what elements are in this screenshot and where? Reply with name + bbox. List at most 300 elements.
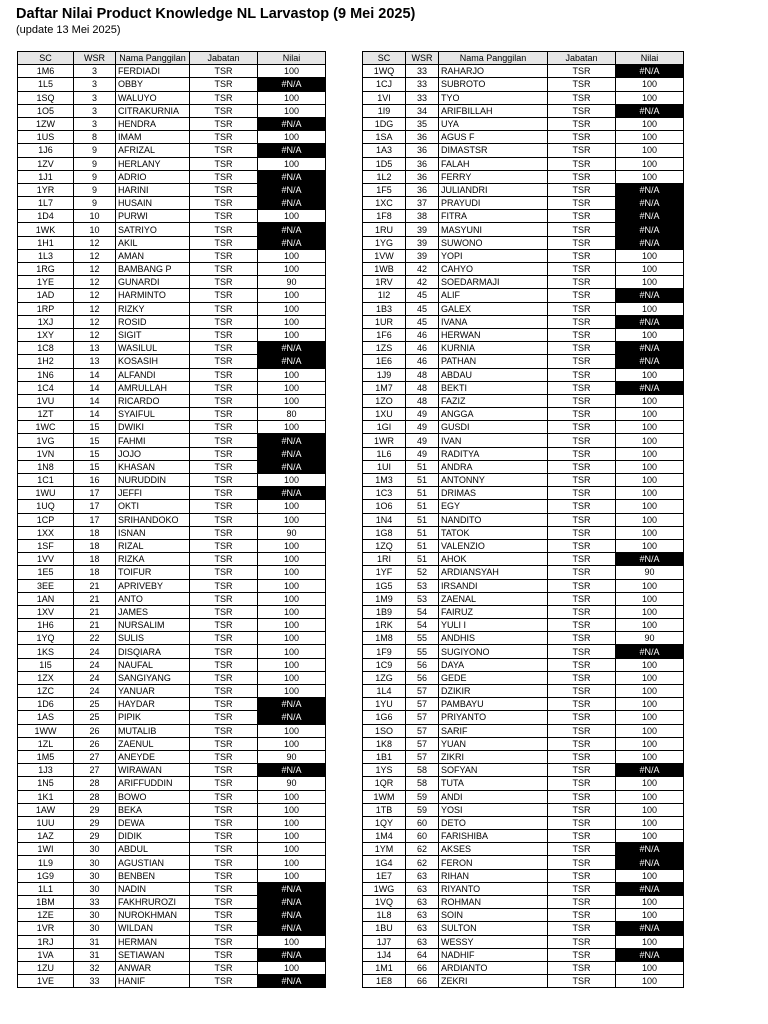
cell-jabatan: TSR: [548, 500, 616, 513]
cell-nilai: 100: [616, 816, 684, 829]
cell-sc: 1SA: [363, 131, 406, 144]
cell-jabatan: TSR: [548, 460, 616, 473]
cell-jabatan: TSR: [548, 711, 616, 724]
cell-sc: 1KS: [18, 645, 74, 658]
cell-nilai: 100: [258, 553, 326, 566]
cell-jabatan: TSR: [190, 434, 258, 447]
table-row: [18, 460, 326, 473]
table-header-row: [18, 52, 326, 65]
cell-sc: 1ZL: [18, 737, 74, 750]
cell-sc: 1UI: [363, 460, 406, 473]
cell-wsr: 51: [406, 553, 439, 566]
cell-nama: ROHMAN: [439, 896, 548, 909]
cell-nama: ANWAR: [116, 961, 190, 974]
cell-jabatan: TSR: [548, 698, 616, 711]
cell-nama: IMAM: [116, 131, 190, 144]
cell-nilai: #N/A: [258, 882, 326, 895]
cell-nama: SOIN: [439, 909, 548, 922]
cell-sc: 1L4: [363, 685, 406, 698]
cell-wsr: 54: [406, 619, 439, 632]
cell-nilai: 90: [258, 777, 326, 790]
cell-wsr: 9: [74, 170, 116, 183]
cell-wsr: 15: [74, 460, 116, 473]
cell-nama: WESSY: [439, 935, 548, 948]
cell-sc: 1L2: [363, 170, 406, 183]
cell-jabatan: TSR: [190, 289, 258, 302]
cell-nama: NADIN: [116, 882, 190, 895]
cell-nama: ALIF: [439, 289, 548, 302]
cell-sc: 1L7: [18, 197, 74, 210]
cell-nilai: 100: [258, 394, 326, 407]
cell-wsr: 59: [406, 790, 439, 803]
cell-sc: 1M1: [363, 961, 406, 974]
cell-nama: ANTO: [116, 592, 190, 605]
cell-nilai: 100: [616, 909, 684, 922]
cell-sc: 1RI: [363, 553, 406, 566]
cell-wsr: 46: [406, 355, 439, 368]
cell-jabatan: TSR: [548, 566, 616, 579]
cell-nama: HENDRA: [116, 117, 190, 130]
cell-jabatan: TSR: [548, 737, 616, 750]
table-row: [363, 869, 684, 882]
cell-sc: 1WB: [363, 263, 406, 276]
cell-sc: 1WC: [18, 421, 74, 434]
cell-wsr: 25: [74, 711, 116, 724]
table-row: [18, 685, 326, 698]
cell-wsr: 55: [406, 645, 439, 658]
cell-sc: 1WW: [18, 724, 74, 737]
cell-jabatan: TSR: [548, 592, 616, 605]
cell-nama: ANTONNY: [439, 474, 548, 487]
cell-sc: 1VI: [363, 91, 406, 104]
table-row: [363, 487, 684, 500]
cell-nama: FAIRUZ: [439, 605, 548, 618]
cell-wsr: 3: [74, 91, 116, 104]
cell-nilai: 100: [616, 685, 684, 698]
cell-wsr: 30: [74, 856, 116, 869]
cell-nilai: 100: [616, 539, 684, 552]
cell-sc: 1ZX: [18, 671, 74, 684]
table-row: [363, 777, 684, 790]
table-row: [18, 856, 326, 869]
cell-sc: 1K8: [363, 737, 406, 750]
cell-nama: SIGIT: [116, 328, 190, 341]
table-row: [363, 144, 684, 157]
table-row: [363, 698, 684, 711]
cell-sc: 1L5: [18, 78, 74, 91]
cell-nama: FITRA: [439, 210, 548, 223]
cell-sc: 1I2: [363, 289, 406, 302]
cell-sc: 1YM: [363, 843, 406, 856]
cell-nama: DISQIARA: [116, 645, 190, 658]
cell-wsr: 42: [406, 263, 439, 276]
col-header-nama: Nama Panggilan: [116, 52, 190, 65]
cell-nama: ZIKRI: [439, 750, 548, 763]
cell-wsr: 12: [74, 276, 116, 289]
cell-jabatan: TSR: [190, 592, 258, 605]
cell-sc: 1M7: [363, 381, 406, 394]
cell-nilai: 90: [616, 632, 684, 645]
cell-nilai: 100: [258, 856, 326, 869]
cell-nilai: 100: [258, 830, 326, 843]
cell-nama: BEKA: [116, 803, 190, 816]
cell-jabatan: TSR: [548, 724, 616, 737]
cell-sc: 1N4: [363, 513, 406, 526]
cell-jabatan: TSR: [190, 223, 258, 236]
cell-wsr: 21: [74, 619, 116, 632]
cell-jabatan: TSR: [190, 764, 258, 777]
cell-nilai: 100: [258, 671, 326, 684]
cell-sc: 1C1: [18, 474, 74, 487]
cell-jabatan: TSR: [548, 210, 616, 223]
cell-jabatan: TSR: [190, 342, 258, 355]
cell-jabatan: TSR: [548, 645, 616, 658]
cell-jabatan: TSR: [190, 91, 258, 104]
cell-jabatan: TSR: [190, 724, 258, 737]
cell-jabatan: TSR: [548, 421, 616, 434]
cell-nama: ZEKRI: [439, 975, 548, 988]
cell-jabatan: TSR: [548, 513, 616, 526]
cell-jabatan: TSR: [190, 368, 258, 381]
table-row: [18, 948, 326, 961]
cell-wsr: 51: [406, 460, 439, 473]
cell-nama: ROSID: [116, 315, 190, 328]
cell-sc: 1WQ: [363, 65, 406, 78]
cell-jabatan: TSR: [548, 170, 616, 183]
cell-wsr: 58: [406, 777, 439, 790]
cell-wsr: 17: [74, 513, 116, 526]
cell-wsr: 63: [406, 922, 439, 935]
cell-sc: 1ZQ: [363, 539, 406, 552]
table-row: [18, 183, 326, 196]
col-header-nilai: Nilai: [616, 52, 684, 65]
cell-nilai: 90: [258, 276, 326, 289]
cell-nilai: 100: [616, 78, 684, 91]
cell-sc: 1DG: [363, 117, 406, 130]
cell-jabatan: TSR: [548, 197, 616, 210]
cell-nilai: #N/A: [258, 975, 326, 988]
cell-nama: KHASAN: [116, 460, 190, 473]
table-row: [363, 434, 684, 447]
cell-sc: 1L1: [18, 882, 74, 895]
cell-nama: WILDAN: [116, 922, 190, 935]
cell-jabatan: TSR: [190, 78, 258, 91]
cell-sc: 1F5: [363, 183, 406, 196]
cell-jabatan: TSR: [548, 144, 616, 157]
cell-nama: PAMBAYU: [439, 698, 548, 711]
cell-nama: RIZKY: [116, 302, 190, 315]
cell-jabatan: TSR: [190, 658, 258, 671]
cell-jabatan: TSR: [548, 685, 616, 698]
cell-wsr: 14: [74, 394, 116, 407]
cell-wsr: 36: [406, 183, 439, 196]
cell-wsr: 63: [406, 869, 439, 882]
cell-sc: 1VN: [18, 447, 74, 460]
cell-sc: 1C8: [18, 342, 74, 355]
cell-nilai: 100: [616, 408, 684, 421]
cell-jabatan: TSR: [548, 381, 616, 394]
cell-nilai: #N/A: [616, 645, 684, 658]
cell-jabatan: TSR: [190, 513, 258, 526]
cell-nama: DZIKIR: [439, 685, 548, 698]
cell-wsr: 51: [406, 487, 439, 500]
table-row: [18, 790, 326, 803]
cell-wsr: 57: [406, 737, 439, 750]
cell-nilai: 100: [616, 671, 684, 684]
cell-nama: HUSAIN: [116, 197, 190, 210]
cell-wsr: 51: [406, 513, 439, 526]
cell-nama: CITRAKURNIA: [116, 104, 190, 117]
table-row: [18, 117, 326, 130]
cell-nilai: 100: [258, 474, 326, 487]
table-row: [18, 909, 326, 922]
cell-sc: 1TB: [363, 803, 406, 816]
cell-nama: RIZAL: [116, 539, 190, 552]
cell-nama: SRIHANDOKO: [116, 513, 190, 526]
cell-nama: WASILUL: [116, 342, 190, 355]
table-row: [18, 381, 326, 394]
cell-sc: 1SQ: [18, 91, 74, 104]
cell-jabatan: TSR: [190, 750, 258, 763]
cell-jabatan: TSR: [548, 276, 616, 289]
table-row: [18, 408, 326, 421]
cell-nilai: 90: [616, 566, 684, 579]
cell-jabatan: TSR: [548, 328, 616, 341]
table-row: [363, 948, 684, 961]
cell-nilai: 90: [258, 526, 326, 539]
cell-nilai: #N/A: [258, 342, 326, 355]
cell-sc: 1RP: [18, 302, 74, 315]
cell-wsr: 17: [74, 487, 116, 500]
table-row: [363, 421, 684, 434]
cell-jabatan: TSR: [548, 91, 616, 104]
cell-wsr: 57: [406, 724, 439, 737]
cell-nama: IRSANDI: [439, 579, 548, 592]
cell-wsr: 54: [406, 605, 439, 618]
cell-nama: BENBEN: [116, 869, 190, 882]
table-row: [363, 882, 684, 895]
cell-nilai: 100: [258, 315, 326, 328]
cell-nama: WALUYO: [116, 91, 190, 104]
cell-jabatan: TSR: [548, 131, 616, 144]
cell-nama: MASYUNI: [439, 223, 548, 236]
cell-nilai: 100: [616, 830, 684, 843]
cell-jabatan: TSR: [548, 790, 616, 803]
table-row: [363, 65, 684, 78]
cell-nama: FERDIADI: [116, 65, 190, 78]
cell-sc: 1RK: [363, 619, 406, 632]
table-row: [363, 922, 684, 935]
cell-sc: 1XX: [18, 526, 74, 539]
cell-wsr: 21: [74, 605, 116, 618]
table-row: [363, 104, 684, 117]
cell-nilai: 100: [258, 421, 326, 434]
cell-nilai: 100: [616, 526, 684, 539]
cell-jabatan: TSR: [548, 816, 616, 829]
cell-wsr: 62: [406, 856, 439, 869]
cell-nilai: 100: [616, 474, 684, 487]
table-row: [18, 896, 326, 909]
cell-jabatan: TSR: [548, 434, 616, 447]
cell-nilai: #N/A: [616, 197, 684, 210]
cell-nilai: 100: [258, 579, 326, 592]
cell-nilai: 100: [258, 935, 326, 948]
table-row: [18, 263, 326, 276]
cell-wsr: 13: [74, 342, 116, 355]
cell-jabatan: TSR: [190, 922, 258, 935]
cell-jabatan: TSR: [190, 737, 258, 750]
table-row: [363, 210, 684, 223]
table-row: [18, 658, 326, 671]
update-date: (update 13 Mei 2025): [16, 24, 121, 36]
table-row: [18, 632, 326, 645]
cell-wsr: 14: [74, 368, 116, 381]
cell-sc: 1YS: [363, 764, 406, 777]
cell-sc: 1YQ: [18, 632, 74, 645]
cell-nama: ADRIO: [116, 170, 190, 183]
cell-jabatan: TSR: [548, 553, 616, 566]
cell-nama: DETO: [439, 816, 548, 829]
cell-sc: 1VR: [18, 922, 74, 935]
table-row: [18, 394, 326, 407]
cell-jabatan: TSR: [190, 711, 258, 724]
cell-nama: SULIS: [116, 632, 190, 645]
cell-wsr: 10: [74, 223, 116, 236]
cell-nilai: #N/A: [258, 183, 326, 196]
table-row: [18, 474, 326, 487]
cell-nilai: 100: [258, 65, 326, 78]
table-row: [18, 249, 326, 262]
cell-jabatan: TSR: [548, 342, 616, 355]
cell-sc: 1AW: [18, 803, 74, 816]
cell-wsr: 15: [74, 421, 116, 434]
cell-wsr: 24: [74, 671, 116, 684]
cell-nama: APRIVEBY: [116, 579, 190, 592]
cell-wsr: 12: [74, 302, 116, 315]
cell-jabatan: TSR: [548, 223, 616, 236]
cell-nama: YOPI: [439, 249, 548, 262]
table-row: [18, 671, 326, 684]
cell-wsr: 48: [406, 381, 439, 394]
cell-jabatan: TSR: [548, 830, 616, 843]
cell-sc: 1QY: [363, 816, 406, 829]
cell-sc: 1H2: [18, 355, 74, 368]
cell-sc: 1F8: [363, 210, 406, 223]
cell-nama: HAYDAR: [116, 698, 190, 711]
cell-wsr: 12: [74, 249, 116, 262]
cell-nama: HARMINTO: [116, 289, 190, 302]
cell-nama: RIZKA: [116, 553, 190, 566]
cell-wsr: 57: [406, 750, 439, 763]
table-row: [18, 368, 326, 381]
cell-nilai: 100: [258, 500, 326, 513]
table-row: [363, 592, 684, 605]
cell-sc: 1J1: [18, 170, 74, 183]
cell-wsr: 9: [74, 183, 116, 196]
table-row: [18, 961, 326, 974]
cell-sc: 1D6: [18, 698, 74, 711]
cell-jabatan: TSR: [548, 355, 616, 368]
cell-sc: 1J4: [363, 948, 406, 961]
cell-nilai: 100: [258, 289, 326, 302]
cell-sc: 1XU: [363, 408, 406, 421]
cell-sc: 1N6: [18, 368, 74, 381]
table-row: [18, 289, 326, 302]
cell-nilai: #N/A: [258, 355, 326, 368]
cell-sc: 1CJ: [363, 78, 406, 91]
cell-nilai: 100: [616, 777, 684, 790]
cell-nilai: 100: [616, 487, 684, 500]
cell-nilai: #N/A: [616, 856, 684, 869]
cell-nama: IVAN: [439, 434, 548, 447]
cell-nama: NUROKHMAN: [116, 909, 190, 922]
cell-wsr: 60: [406, 816, 439, 829]
cell-sc: 1L6: [363, 447, 406, 460]
cell-sc: 1BU: [363, 922, 406, 935]
cell-nama: PATHAN: [439, 355, 548, 368]
cell-wsr: 46: [406, 328, 439, 341]
cell-sc: 1RU: [363, 223, 406, 236]
cell-nama: AMRULLAH: [116, 381, 190, 394]
table-row: [363, 579, 684, 592]
cell-wsr: 30: [74, 843, 116, 856]
cell-nilai: 100: [616, 803, 684, 816]
cell-nama: SUBROTO: [439, 78, 548, 91]
cell-wsr: 13: [74, 355, 116, 368]
cell-wsr: 18: [74, 539, 116, 552]
cell-wsr: 63: [406, 909, 439, 922]
cell-sc: 1H1: [18, 236, 74, 249]
cell-nilai: #N/A: [258, 170, 326, 183]
cell-nilai: #N/A: [258, 948, 326, 961]
cell-nama: CAHYO: [439, 263, 548, 276]
cell-sc: 1C4: [18, 381, 74, 394]
cell-nama: ARDIANTO: [439, 961, 548, 974]
cell-jabatan: TSR: [190, 816, 258, 829]
cell-nama: FAHMI: [116, 434, 190, 447]
cell-nilai: 100: [616, 750, 684, 763]
cell-jabatan: TSR: [190, 197, 258, 210]
cell-jabatan: TSR: [548, 65, 616, 78]
table-row: [363, 328, 684, 341]
cell-jabatan: TSR: [190, 645, 258, 658]
cell-nilai: 100: [258, 790, 326, 803]
cell-sc: 1B9: [363, 605, 406, 618]
cell-sc: 1C9: [363, 658, 406, 671]
cell-nilai: #N/A: [616, 922, 684, 935]
cell-jabatan: TSR: [190, 671, 258, 684]
cell-jabatan: TSR: [548, 632, 616, 645]
table-row: [18, 487, 326, 500]
cell-nama: SYAIFUL: [116, 408, 190, 421]
cell-sc: 1US: [18, 131, 74, 144]
cell-jabatan: TSR: [190, 170, 258, 183]
cell-wsr: 29: [74, 830, 116, 843]
cell-nilai: 100: [616, 724, 684, 737]
cell-jabatan: TSR: [548, 394, 616, 407]
cell-wsr: 52: [406, 566, 439, 579]
cell-jabatan: TSR: [548, 922, 616, 935]
cell-nilai: 100: [616, 935, 684, 948]
cell-nilai: 100: [258, 961, 326, 974]
cell-wsr: 48: [406, 394, 439, 407]
cell-sc: 1F6: [363, 328, 406, 341]
cell-wsr: 32: [74, 961, 116, 974]
cell-sc: 1UQ: [18, 500, 74, 513]
cell-nama: DIMASTSR: [439, 144, 548, 157]
cell-wsr: 63: [406, 935, 439, 948]
cell-nilai: 100: [258, 539, 326, 552]
